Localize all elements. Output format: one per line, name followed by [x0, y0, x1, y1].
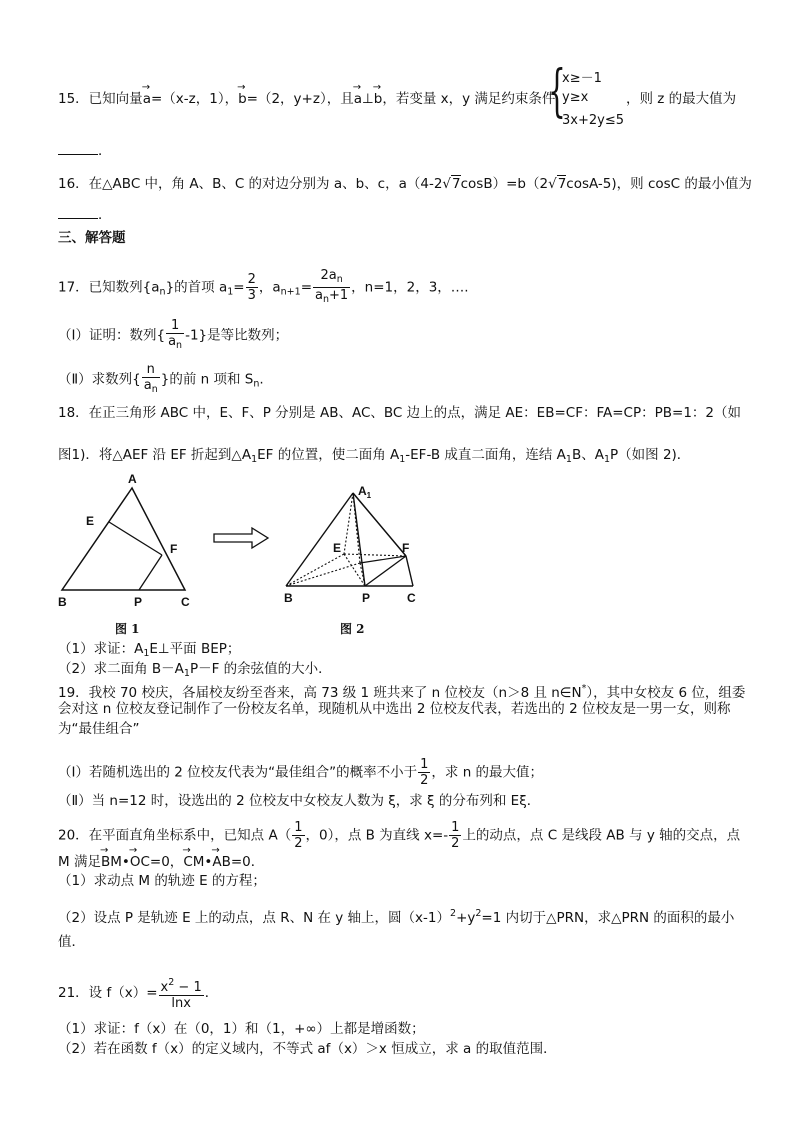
- answer-blank: [58, 142, 98, 155]
- sqrt-7: √7: [442, 176, 461, 192]
- fraction: $\frac{2a_n}{a_n+1}$: [315, 268, 349, 305]
- q20-sub2: （2）设点 P 是轨迹 E 上的动点，点 R、N 在 y 轴上，圆$(x-1)^2+y^2=1$ 内切于△PRN，求△PRN 的面积的最小: [58, 908, 735, 926]
- q20-line2: M 满足→ BM•→ OC=0，→ CM•→ AB=0．: [58, 853, 264, 871]
- q18-line2: 图1)．将△AEF 沿 EF 折起到$\triangle A_1EF$ 的位置，使二面角 $A_1-EF-B$ 成直二面角，连结 $A_1B$、$A_1P$（如图 2)．: [58, 447, 691, 465]
- q19-line1: 19．我校 70 校庆，各届校友纷至沓来，高 73 级 1 班共来了 n 位校友（n＞8 且 n∈N*），其中女校友 6 位，组委: [58, 683, 746, 701]
- vector-bm: → BM: [101, 853, 122, 871]
- q16-line1: 16．在△ABC 中，角 A、B、C 的对边分别为 a、b、c，a（4-2√7cosB）=b（2√7cosA-5)，则 cosC 的最小值为: [58, 176, 752, 192]
- q15-answer-blank: ．: [58, 142, 112, 160]
- figure-1: [50, 470, 210, 615]
- segment-ef: [109, 522, 162, 555]
- constraint-3: 3x+2y≤5: [562, 113, 624, 128]
- q21-sub1: （1）求证：f（x）在（0，1）和（1，+∞）上都是增函数；: [58, 1021, 425, 1037]
- q17-part-ii: （Ⅱ）求数列{ $\frac{n}{a_n}$ }的前 n 项和 $S_n$.: [58, 362, 264, 395]
- answer-blank: [58, 206, 98, 219]
- fraction: $\frac{2}{3}$: [247, 272, 256, 303]
- fraction: $\frac{1}{2}$: [294, 820, 303, 851]
- label-c: C: [407, 591, 416, 605]
- constraint-1: x≥－1: [562, 71, 602, 86]
- vector-a: → a: [143, 90, 151, 108]
- label-a1: $A_1$: [358, 484, 372, 500]
- constraint-2: y≥x: [562, 90, 589, 105]
- vector-b: → b: [238, 90, 247, 108]
- q19-line2: 会对这 n 位校友登记制作了一份校友名单，现随机从中选出 2 位校友代表，若选出的 2 位校友是一男一女，则称: [58, 701, 731, 717]
- q17-part-i: （Ⅰ）证明：数列{ $\frac{1}{a_n}$ -1}是等比数列；: [58, 318, 289, 351]
- fraction: $\frac{1}{2}$: [451, 820, 460, 851]
- vector-ab: → AB: [212, 853, 231, 871]
- label-e: E: [86, 514, 95, 528]
- q15-tail: ，则 z 的最大值为: [626, 91, 737, 107]
- q20-sub2-cont: 值．: [58, 934, 85, 950]
- q21-line1: 21．设 f（x）= $\frac{x^2 - 1}{\ln x}$ ．: [58, 977, 219, 1011]
- label-p: P: [134, 595, 143, 609]
- sqrt-7: √7: [548, 176, 567, 192]
- figure-1-caption: 图 1: [115, 622, 140, 636]
- label-p: P: [362, 591, 371, 605]
- right-arrow-icon: [212, 526, 272, 550]
- q20-line1: 20．在平面直角坐标系中，已知点 A（ $\frac{1}{2}$ ，0），点 B 为直线 x=- $\frac{1}{2}$ 上的动点，点 C 是线段 AB 与 y 轴的交点，点: [58, 820, 741, 851]
- triangle-abc: [62, 488, 185, 590]
- label-a: A: [128, 472, 137, 486]
- label-e: E: [333, 541, 342, 555]
- vector-cm: → CM: [183, 853, 204, 871]
- label-c: C: [181, 595, 190, 609]
- q18-line1: 18．在正三角形 ABC 中，E、F、P 分别是 AB、AC、BC 边上的点，满足 AE：EB=CF：FA=CP：PB=1：2（如: [58, 405, 742, 421]
- fraction: $\frac{n}{a_n}$: [143, 362, 158, 395]
- q19-part-ii: （Ⅱ）当 n=12 时，设选出的 2 位校友中女校友人数为 ξ，求 ξ 的分布列和 Eξ．: [58, 793, 541, 809]
- fraction: $\frac{1}{2}$: [420, 757, 429, 788]
- figure-2: [278, 478, 418, 618]
- label-b: B: [284, 591, 293, 605]
- figure-2-caption: 图 2: [340, 622, 365, 636]
- q18-sub1: （1）求证：$A_1E\perp$平面 BEP；: [58, 641, 241, 659]
- q20-sub1: （1）求动点 M 的轨迹 E 的方程；: [58, 873, 266, 889]
- fraction: $\frac{x^2 - 1}{\ln x}$: [160, 977, 202, 1011]
- label-f: F: [170, 542, 178, 556]
- section-heading: 三、解答题: [58, 230, 126, 246]
- q16-answer-blank: ．: [58, 206, 112, 224]
- q19-part-i: （Ⅰ）若随机选出的 2 位校友代表为“最佳组合”的概率不小于 $\frac{1}{2}$ ，求 n 的最大值；: [58, 757, 544, 788]
- segment-fp: [139, 555, 162, 590]
- constraint-brace: {: [548, 59, 566, 124]
- vector-oc: → OC: [130, 853, 150, 871]
- label-b: B: [58, 595, 67, 609]
- q17-line1: 17．已知数列$\{a_n\}$的首项 $a_1=$ $\frac{2}{3}$ ，$a_{n+1}=$ $\frac{2a_n}{a_n+1}$ ，n=1，2，3，….: [58, 268, 469, 305]
- vector-a: → a: [354, 90, 362, 108]
- q18-sub2: （2）求二面角 $B-A_1P-F$ 的余弦值的大小．: [58, 661, 332, 679]
- label-f: F: [402, 541, 410, 555]
- q15-line1: 15．已知向量→ a=（x-z，1），→ b=（2，y+z），且→ a⊥→ b，若变量 x，y 满足约束条件: [58, 90, 555, 108]
- q19-line3: 为“最佳组合”: [58, 721, 140, 737]
- vector-b: → b: [374, 90, 383, 108]
- q21-sub2: （2）若在函数 f（x）的定义域内，不等式 af（x）＞x 恒成立，求 a 的取值范围．: [58, 1041, 557, 1057]
- fraction: $\frac{1}{a_n}$: [168, 318, 183, 351]
